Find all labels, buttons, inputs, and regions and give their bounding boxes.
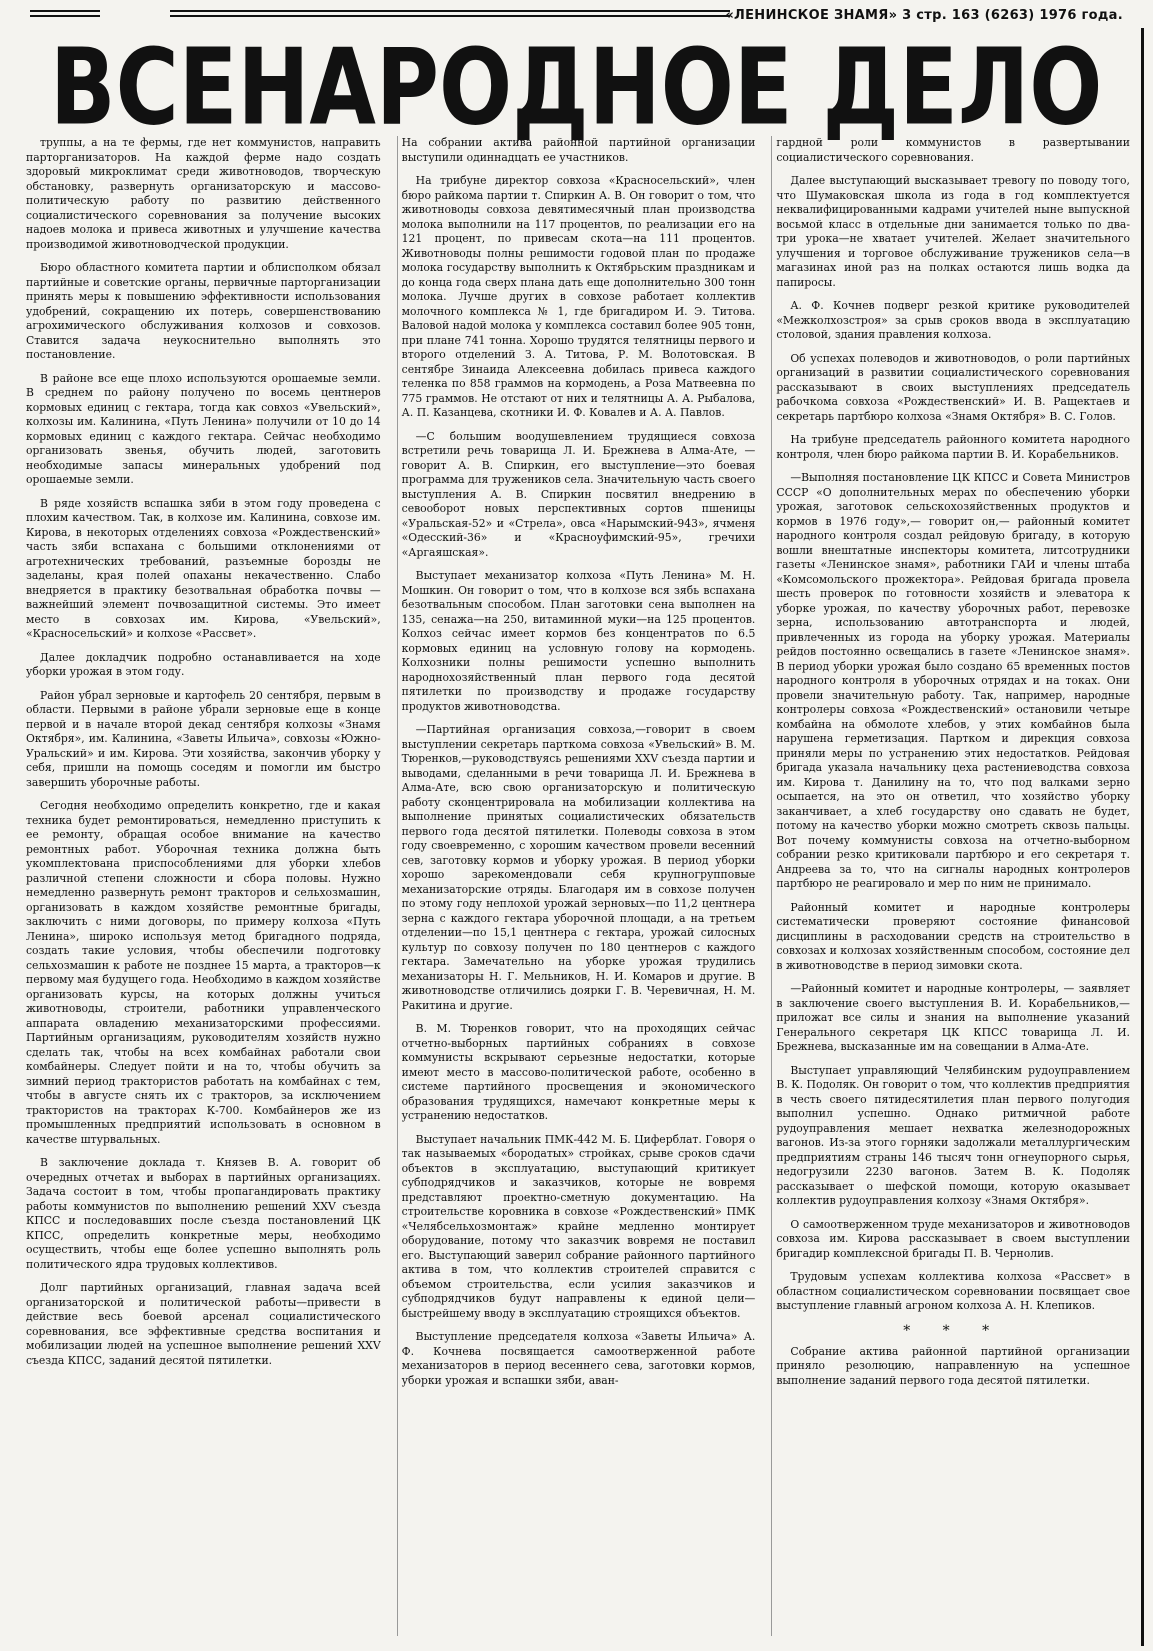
headline-letter: Е [899,27,958,149]
paragraph: Район убрал зерновые и картофель 20 сентября, первым в области. Первыми в районе убрали зерновые еще в конце первой и в начале второй декад сентября колхозы «Знамя Октября», им. Калинина, «Заветы Ильича», совхозы «Южно-Уральский» и им. Кирова. Эти хозяйства, закончив уборку у себя, пришли на помощь соседям и помогли им быстро завершить уборочные работы. [26,688,381,789]
paragraph: —Выполняя постановление ЦК КПСС и Совета Министров СССР «О дополнительных мерах по обеспечению уборки урожая, заготовок сельскохозяйственных продуктов и кормов в 1976 году»,— говорит он,— районный комитет народного контроля создал рейдовую бригаду, в которую вошли внештатные инспекторы комитета, литсотрудники газеты «Ленинское знамя», работники ГАИ и члены штаба «Комсомольского прожектора». Рейдовая бригада провела шесть проверок по готовности хозяйств и элеватора к уборке урожая, по качеству уборочных работ, перевозке зерна, использованию автотранспорта и людей, привлеченных из города на уборку урожая. Материалы рейдов постоянно освещались в газете «Ленинское знамя». В период уборки урожая было создано 65 временных постов народного контроля в уборочных отрядах и на токах. Они провели значительную работу. Так, например, народные контролеры совхоза «Рождественский» остановили четыре комбайна на обмолоте хлебов, у этих комбайнов была нарушена герметизация. Партком и дирекция совхоза приняли меры по устранению этих недостатков. Рейдовая бригада указала начальнику цеха растениеводства совхоза им. Кирова т. Данилину на то, что под валками зерно осыпается, на это он ответил, что хозяйство уборку заканчивает, а хлеб государству оно сдавать не будет, потому на качество уборки можно смотреть сквозь пальцы. Вот почему коммунисты совхоза на отчетно-выборном собрании резко критиковали партбюро и его секретаря т. Андреева за то, что на сигналы народных контролеров партбюро не реагировало и мер по ним не принимало. [776,471,1130,890]
headline-letter: С [115,27,179,149]
paragraph: —С большим воодушевлением трудящиеся совхоза встретили речь товарища Л. И. Брежнева в Алма-Ате, — говорит А. В. Спиркин, его выступление—это боевая программа для тружеников села. Значительную часть своего выступления А. В. Спиркин посвятил внедрению в севооборот новых перспективных сортов пшеницы «Уральская-52» и «Стрела», овса «Нарымский-943», ячменя «Одесский-36» и «Красноуфимский-95», гречихи «Аргаяшская». [401,429,756,559]
headline-letter: О [1029,27,1103,149]
headline-letter: Н [588,27,661,149]
paragraph: гардной роли коммунистов в развертывании социалистического соревнования. [776,136,1130,164]
paragraph: В ряде хозяйств вспашка зяби в этом году проведена с плохим качеством. Так, в колхозе им. Калинина, совхозе им. Кирова, в некоторых отделениях совхоза «Рождественский» часть зяби вспахана с большими отклонениями от агротехнических требований, разъемные борозды не заделаны, края полей опаханы некачественно. Слабо внедряется в практику безотвальная обработка почвы — важнейший элемент почвозащитной системы. Это имеет место в совхозах им. Кирова, «Увельский», «Красносельский» и колхозе «Рассвет». [26,496,381,640]
paragraph: Выступает начальник ПМК-442 М. Б. Циферблат. Говоря о так называемых «бородатых» стройках, срыве сроков сдачи объектов в эксплуатацию, выступающий критикует субподрядчиков и заказчиков, которые не вовремя представляют проектно-сметную документацию. На строительстве коровника в совхозе «Рождественский» ПМК «Челябсельхозмонтаж» крайне медленно монтирует оборудование, потому что заказчик вовремя не поставил его. Выступающий заверил собрание районного партийного актива в том, что коллектив строителей справится с объемом строительства, если усилия заказчиков и субподрядчиков будут направлены к единой цели—быстрейшему вводу в эксплуатацию строящихся объектов. [401,1132,756,1320]
headline [50,27,1103,149]
article-body [22,136,1134,1636]
paragraph: Выступает управляющий Челябинским рудоуправлением В. К. Подоляк. Он говорит о том, что коллектив предприятия в честь своего пятидесятилетия план первого полугодия выполнил успешно. Однако ритмичной работе рудоуправления мешает нехватка железнодорожных вагонов. Из-за этого горняки задолжали металлургическим предприятиям страны 146 тысяч тонн огнеупорного сырья, недогрузили 2230 вагонов. Затем В. К. Подоляк рассказывает о шефской помощи, которую оказывает коллектив рудоуправления колхозу «Знамя Октября». [776,1063,1130,1207]
paragraph: В заключение доклада т. Князев В. А. говорит об очередных отчетах и выборах в партийных организациях. Задача состоит в том, чтобы пропагандировать практику работы коммунистов по выполнению решений XXV съезда КПСС и последовавших после съезда постановлений ЦК КПСС, определить конкретные меры, необходимо осуществить, чтобы еще более успешно выполнять роль политического ядра трудовых коллективов. [26,1156,381,1271]
masthead-rule-center [170,10,730,20]
paragraph: труппы, а на те фермы, где нет коммунистов, направить парторганизаторов. На каждой ферме надо создать здоровый микроклимат среди животноводов, творческую обстановку, развернуть организаторскую и массово-политическую работу по развитию действенного социалистического соревнования за получение высоких надоев молока и привеса животных и улучшение качества производимой животноводческой продукции. [26,136,381,251]
headline-letter: Н [237,27,310,149]
headline-letter: Д [512,27,589,149]
headline-letter: Л [957,27,1030,149]
paragraph: Далее выступающий высказывает тревогу по поводу того, что Шумаковская школа из года в год комплектуется неквалифицированными кадрами учителей ныне выпускной восьмой класс в отдельные дни занимается только по два-три урока—не хватает учителей. Желает значительного улучшения и торговое обслуживание тружеников села—в магазинах иной раз на полках остаются лишь водка да папиросы. [776,174,1130,289]
paragraph: Выступление председателя колхоза «Заветы Ильича» А. Ф. Кочнева посвящается самоотверженной работе механизаторов в период весеннего сева, заготовки кормов, уборки урожая и вспашки зяби, аван- [401,1330,756,1387]
headline-letter: О [660,27,734,149]
paragraph: На трибуне председатель районного комитета народного контроля, член бюро райкома партии В. И. Корабельников. [776,433,1130,461]
text-column-1 [22,136,385,1636]
headline-letter: Е [178,27,238,149]
paragraph: Районный комитет и народные контролеры систематически проверяют состояние финансовой дисциплины в расходовании средств на строительство в совхозах и колхозах хозяйственным способом, состояние дел в животноводстве в период зимовки скота. [776,900,1130,972]
paragraph: Бюро областного комитета партии и облисполком обязал партийные и советские органы, первичные парторганизации принять меры к повышению эффективности использования удобрений, сокращению их потерь, совершенствованию агрохимического обслуживания колхозов и совхозов. Ставится задача неукоснительно выполнять это постановление. [26,261,381,361]
text-column-3 [771,136,1134,1636]
headline-letter: Р [375,27,440,149]
paragraph: На собрании актива районной партийной организации выступили одиннадцать ее участников. [401,136,756,164]
paragraph: Трудовым успехам коллектива колхоза «Рассвет» в областном социалистическом соревновании посвящает свое выступление главный агроном колхоза А. Н. Клепиков. [776,1270,1130,1312]
paragraph: Собрание актива районной партийной организации приняло резолюцию, направленную на успешное выполнение заданий первого года десятой пятилетки. [776,1344,1130,1387]
paragraph: А. Ф. Кочнев подверг резкой критике руководителей «Межколхозстроя» за срыв сроков ввода в эксплуатацию столовой, здания правления колхоза. [776,299,1130,341]
issue-info: «ЛЕНИНСКОЕ ЗНАМЯ» 3 стр. 163 (6263) 1976 года. [725,8,1123,23]
masthead [0,0,1153,24]
section-separator: * * * [903,1322,1004,1339]
paragraph: Выступает механизатор колхоза «Путь Ленина» М. Н. Мошкин. Он говорит о том, что в колхозе вся зябь вспахана безотвальным способом. План заготовки сена выполнен на 135, сенажа—на 250, витаминной муки—на 125 процентов. Колхоз сейчас имеет кормов без концентратов по 6.5 кормовых единиц на условную голову на кормодень. Колхозники полны решимости успешно выполнить народнохозяйственный план первого года десятой пятилетки по производству и продаже государству продуктов животноводства. [401,569,756,713]
paragraph: Долг партийных организаций, главная задача всей организаторской и политической работы—привести в действие весь боевой арсенал социалистического соревнования, все эффективные средства воспитания и мобилизации людей на успешное выполнение решений XXV съезда КПСС, заданий десятой пятилетки. [26,1281,381,1367]
paragraph: —Районный комитет и народные контролеры, — заявляет в заключение своего выступления В. И. Корабельников,—приложат все силы и знания на выполнение указаний Генерального секретаря ЦК КПСС товарища Л. И. Брежнева, высказанные им на совещании в Алма-Ате. [776,982,1130,1053]
headline-letter: Д [822,27,900,149]
paragraph: —Партийная организация совхоза,—говорит в своем выступлении секретарь парткома совхоза «Увельский» В. М. Тюренков,—руководствуясь решениями XXV съезда партии и выводами, сделанными в речи товарища Л. И. Брежнева в Алма-Ате, всю свою организаторскую и политическую работу сконцентрировала на мобилизации коллектива на выполнение принятых социалистических обязательств первого года десятой пятилетки. Полеводы совхоза в этом году своевременно, с хорошим качеством провели весенний сев, заготовку кормов и уборку урожая. В период уборки хорошо зарекомендовали себя крупногрупповые механизаторские отряды. Благодаря им в совхозе получен по этому году неплохой урожай зерновых—по 11,2 центнера зерна с каждого гектара уборочной площади, а на третьем отделении—по 15,1 центнера с гектара, урожай силосных культур по совхозу получен по 180 центнеров с каждого гектара. Замечательно на уборке урожая трудились механизаторы Н. Г. Мельников, Н. И. Комаров и другие. В животноводстве отличились доярки Г. В. Черевичная, Н. М. Ракитина и другие. [401,723,756,1012]
paragraph: Об успехах полеводов и животноводов, о роли партийных организаций в развитии социалистического соревнования рассказывают в своих выступлениях председатель рабочкома совхоза «Рождественский» И. В. Ращектаев и секретарь партбюро колхоза «Знамя Октября» В. С. Голов. [776,351,1130,423]
headline-letter [793,36,823,141]
paragraph: В. М. Тюренков говорит, что на проходящих сейчас отчетно-выборных партийных собраниях в совхозе коммунисты вскрывают серьезные недостатки, которые имеют место в массово-политической работе, особенно в системе партийного просвещения и экономического образования трудящихся, намечают конкретные меры к устранению недостатков. [401,1022,756,1122]
paragraph: Далее докладчик подробно останавливается на ходе уборки урожая в этом году. [26,650,381,678]
paragraph: Сегодня необходимо определить конкретно, где и какая техника будет ремонтироваться, немедленно приступить к ее ремонту, обращая особое внимание на качество ремонтных работ. Уборочная техника должна быть укомплектована приспособлениями для уборки хлебов различной степени сложности и сбора половы. Нужно немедленно развернуть ремонт тракторов и сельхозмашин, организовать в каждом хозяйстве ремонтные бригады, заключить с ними договоры, по примеру колхоза «Путь Ленина», широко используя метод бригадного подряда, создать такие условия, чтобы обеспечили подготовку сельхозмашин к работе не позднее 15 марта, а тракторов—к первому мая будущего года. Необходимо в каждом хозяйстве организовать курсы, на которых должны учиться животноводы, строители, работники управленческого аппарата овладению механизаторскими профессиями. Партийным организациям, руководителям хозяйств нужно сделать так, чтобы на всех комбайнах работали свои комбайнеры. Следует пойти и на то, чтобы обучить за зимний период трактористов работать на комбайнах с тем, чтобы в августе снять их с тракторов, за исключением трактористов на тракторах К-700. Комбайнеров же из промышленных предприятий использовать в основном в качестве штурвальных. [26,799,381,1146]
headline-letter: О [439,27,513,149]
paragraph: О самоотверженном труде механизаторов и животноводов совхоза им. Кирова рассказывает в своем выступлении бригадир комплексной бригады П. В. Чернолив. [776,1217,1130,1260]
paragraph: В районе все еще плохо используются орошаемые земли. В среднем по району получено по восемь центнеров кормовых единиц с гектара, тогда как совхоз «Увельский», колхозы им. Калинина, «Путь Ленина» получили от 10 до 14 кормовых единиц с каждого гектара. Сейчас необходимо организовать звенья, обучить людей, заготовить необходимые запасы минеральных удобрений под орошаемые земли. [26,371,381,486]
masthead-rule-left [30,10,100,20]
paragraph: На трибуне директор совхоза «Красносельский», член бюро райкома партии т. Спиркин А. В. Он говорит о том, что животноводы совхоза девятимесячный план производства молока выполнили на 117 процентов, по реализации его на 121 процент, по привесам скота—на 111 процентов. Животноводы полны решимости годовой план по продаже молока государству выполнить к Октябрьским праздникам и до конца года сверх плана дать еще дополнительно 300 тонн молока. Лучше других в совхозе работает коллектив молочного комплекса № 1, где бригадиром И. Э. Титова. Валовой надой молока у комплекса составил более 905 тонн, при плане 741 тонна. Хорошо трудятся телятницы первого и второго отделений З. А. Титова, Р. М. Волотовская. В сентябре Зинаида Алексеевна добилась привеса каждого теленка по 858 граммов на кормодень, а Роза Матвеевна по 775 граммов. Не отстают от них и телятницы А. А. Рыбалова, А. П. Казанцева, скотники И. Ф. Ковалев и А. А. Павлов. [401,174,756,419]
text-column-2 [397,136,760,1636]
headline-letter: В [50,27,116,149]
headline-letter: Е [733,27,793,149]
headline-letter: А [309,27,376,149]
